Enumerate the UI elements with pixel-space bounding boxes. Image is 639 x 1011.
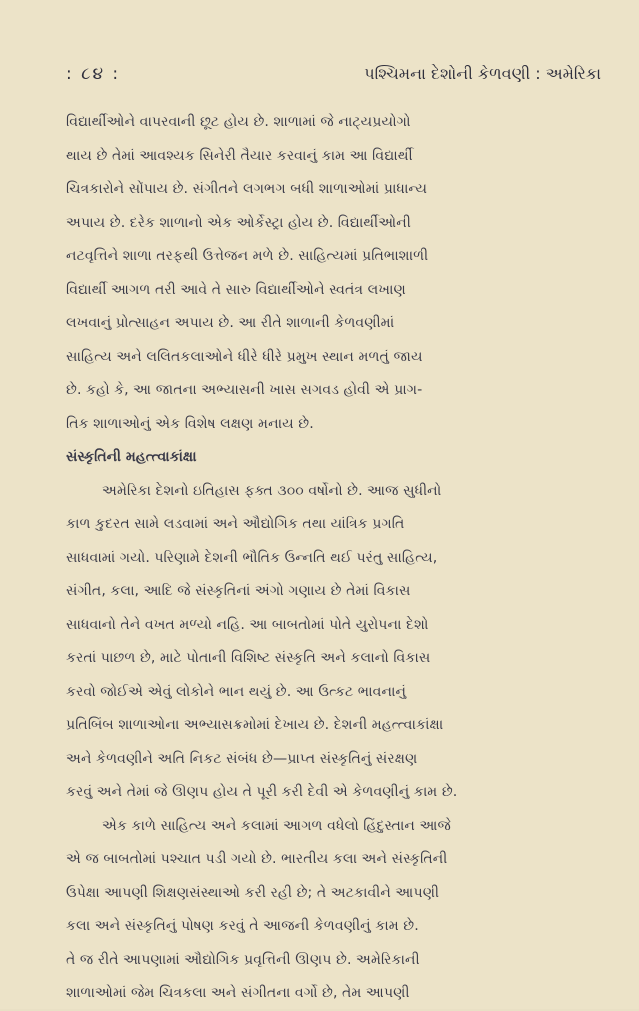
text-line: લખવાનું પ્રોત્સાહન અપાય છે. આ રીતે શાળાની કેળવણીમાં — [66, 315, 395, 331]
text-line: વિદ્યાર્થી આગળ તરી આવે તે સારુ વિદ્યાર્થીઓને સ્વતંત્ર લખાણ — [66, 281, 406, 298]
text-line: ચિત્રકારોને સોંપાય છે. સંગીતને લગભગ બધી શાળાઓમાં પ્રાધાન્ય — [66, 181, 428, 197]
running-head — [66, 64, 601, 94]
text-line: એક કાળે સાહિત્ય અને કલામાં આગળ વધેલો હિંદુસ્તાન આજે — [102, 817, 451, 834]
text-line: પ્રતિબિંબ શાળાઓના અભ્યાસક્રમોમાં દેખાય છે. દેશની મહત્ત્વાકાંક્ષા — [66, 717, 444, 733]
text-line: કરવું અને તેમાં જે ઊણપ હોય તે પૂરી કરી દેવી એ કેળવણીનું કામ છે. — [66, 784, 458, 800]
page-number: : ૮૪ : — [66, 64, 121, 84]
text-line: થાય છે તેમાં આવશ્યક સિનેરી તૈયાર કરવાનું કામ આ વિદ્યાર્થી — [66, 147, 413, 164]
page-body — [66, 106, 601, 1011]
text-line: તિક શાળાઓનું એક વિશેષ લક્ષણ મનાય છે. — [66, 415, 314, 432]
text-line: વિદ્યાર્થીઓને વાપરવાની છૂટ હોય છે. શાળામાં જે નાટ્યપ્રયોગો — [66, 114, 411, 130]
text-line: કલા અને સંસ્કૃતિનું પોષણ કરવું તે આજની કેળવણીનું કામ છે. — [66, 918, 419, 934]
text-line: સાહિત્ય અને લલિતકલાઓને ધીરે ધીરે પ્રમુખ સ્થાન મળતું જાય — [66, 348, 423, 365]
text-line: અપાય છે. દરેક શાળાનો એક ઓર્કેસ્ટ્રા હોય છે. વિદ્યાર્થીઓની — [66, 214, 411, 231]
text-line: એ જ બાબતોમાં પશ્ચાત પડી ગયો છે. ભારતીય કલા અને સંસ્કૃતિની — [66, 851, 448, 867]
text-line: અમેરિકા દેશનો ઇતિહાસ ફક્ત ૩૦૦ વર્ષોનો છે. આજ સુધીનો — [102, 482, 442, 499]
text-line: છે. કહો કે, આ જાતના અભ્યાસની ખાસ સગવડ હોવી એ પ્રાગ- — [66, 382, 423, 398]
text-line: કરતાં પાછળ છે, માટે પોતાની વિશિષ્ટ સંસ્કૃતિ અને કલાનો વિકાસ — [66, 650, 431, 666]
text-line: શાળાઓમાં જેમ ચિત્રકલા અને સંગીતના વર્ગો છે, તેમ આપણી — [66, 985, 410, 1001]
text-line: નટવૃત્તિને શાળા તરફથી ઉત્તેજન મળે છે. સાહિત્યમાં પ્રતિભાશાળી — [66, 248, 429, 264]
text-line: ઉપેક્ષા આપણી શિક્ષણસંસ્થાઓ કરી રહી છે; તે અટકાવીને આપણી — [66, 884, 440, 901]
section-heading: સંસ્કૃતિની મહત્ત્વાકાંક્ષા — [66, 449, 197, 465]
text-line: અને કેળવણીને અતિ નિકટ સંબંધ છે—પ્રાપ્ત સંસ્કૃતિનું સંરક્ષણ — [66, 750, 418, 767]
text-line: કાળ કુદરત સામે લડવામાં અને ઔદ્યોગિક તથા યાંત્રિક પ્રગતિ — [66, 516, 405, 532]
text-line: કરવો જોઈએ એવું લોકોને ભાન થયું છે. આ ઉત્કટ ભાવનાનું — [66, 683, 407, 700]
paragraph-2 — [66, 475, 601, 810]
paragraph-1 — [66, 106, 601, 441]
text-line: તે જ રીતે આપણામાં ઔદ્યોગિક પ્રવૃત્તિની ઊણપ છે. અમેરિકાની — [66, 951, 420, 968]
paragraph-3 — [66, 810, 601, 1011]
text-line: સાધવામાં ગયો. પરિણામે દેશની ભૌતિક ઉન્નતિ થઈ પરંતુ સાહિત્ય, — [66, 549, 438, 566]
text-line: સંગીત, કલા, આદિ જે સંસ્કૃતિનાં અંગો ગણાય છે તેમાં વિકાસ — [66, 583, 411, 599]
running-title: પશ્ચિમના દેશોની કેળવણી : અમેરિકા — [364, 64, 601, 83]
text-line: સાધવાનો તેને વખત મળ્યો નહિ. આ બાબતોમાં પોતે યુરોપના દેશો — [66, 616, 429, 633]
